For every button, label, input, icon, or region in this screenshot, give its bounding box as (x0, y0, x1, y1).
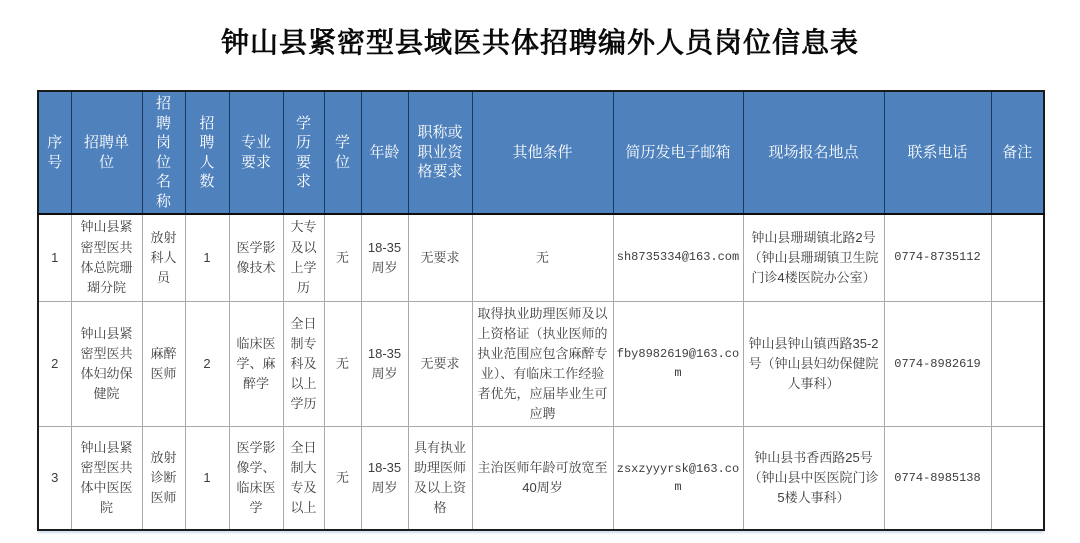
col-header-education: 学历要求 (283, 91, 324, 214)
cell-count: 2 (185, 301, 229, 427)
cell-unit: 钟山县紧密型医共体总院珊瑚分院 (71, 214, 142, 301)
cell-remark (991, 427, 1044, 530)
cell-other: 取得执业助理医师及以上资格证（执业医师的执业范围应包含麻醉专业）、有临床工作经验者优先，应届毕业生可应聘 (472, 301, 613, 427)
table-body (38, 214, 1044, 530)
table-row (38, 214, 1044, 301)
cell-phone: 0774-8982619 (884, 301, 991, 427)
col-header-post: 招聘岗位名称 (142, 91, 185, 214)
cell-major: 医学影像学、临床医学 (229, 427, 283, 530)
col-header-index: 序号 (38, 91, 71, 214)
table-header (38, 91, 1044, 214)
cell-post: 放射科人员 (142, 214, 185, 301)
cell-degree: 无 (324, 427, 361, 530)
cell-email: sh8735334@163.com (613, 214, 743, 301)
cell-age: 18-35周岁 (361, 214, 408, 301)
cell-post: 放射诊断医师 (142, 427, 185, 530)
cell-other: 主治医师年龄可放宽至40周岁 (472, 427, 613, 530)
col-header-email: 简历发电子邮箱 (613, 91, 743, 214)
cell-education: 全日制专科及以上学历 (283, 301, 324, 427)
cell-age: 18-35周岁 (361, 301, 408, 427)
cell-phone: 0774-8735112 (884, 214, 991, 301)
col-header-other: 其他条件 (472, 91, 613, 214)
cell-education: 全日制大专及以上 (283, 427, 324, 530)
cell-unit: 钟山县紧密型医共体中医医院 (71, 427, 142, 530)
cell-index: 3 (38, 427, 71, 530)
col-header-address: 现场报名地点 (743, 91, 884, 214)
cell-unit: 钟山县紧密型医共体妇幼保健院 (71, 301, 142, 427)
cell-email: zsxzyyyrsk@163.com (613, 427, 743, 530)
cell-degree: 无 (324, 301, 361, 427)
table-row (38, 427, 1044, 530)
cell-qualification: 无要求 (408, 214, 472, 301)
cell-index: 2 (38, 301, 71, 427)
cell-index: 1 (38, 214, 71, 301)
col-header-qualification: 职称或职业资格要求 (408, 91, 472, 214)
col-header-degree: 学位 (324, 91, 361, 214)
cell-address: 钟山县钟山镇西路35-2号（钟山县妇幼保健院人事科） (743, 301, 884, 427)
col-header-major: 专业要求 (229, 91, 283, 214)
page-title: 钟山县紧密型县域医共体招聘编外人员岗位信息表 (220, 28, 859, 59)
recruitment-table (37, 90, 1045, 531)
cell-qualification: 具有执业助理医师及以上资格 (408, 427, 472, 530)
cell-education: 大专及以上学历 (283, 214, 324, 301)
col-header-count: 招聘人数 (185, 91, 229, 214)
cell-qualification: 无要求 (408, 301, 472, 427)
cell-email: fby8982619@163.com (613, 301, 743, 427)
header-row (38, 91, 1044, 214)
col-header-remark: 备注 (991, 91, 1044, 214)
cell-count: 1 (185, 214, 229, 301)
cell-address: 钟山县书香西路25号（钟山县中医医院门诊5楼人事科） (743, 427, 884, 530)
cell-count: 1 (185, 427, 229, 530)
cell-age: 18-35周岁 (361, 427, 408, 530)
cell-major: 医学影像技术 (229, 214, 283, 301)
col-header-age: 年龄 (361, 91, 408, 214)
cell-remark (991, 301, 1044, 427)
col-header-phone: 联系电话 (884, 91, 991, 214)
table-row (38, 301, 1044, 427)
cell-post: 麻醉医师 (142, 301, 185, 427)
cell-phone: 0774-8985138 (884, 427, 991, 530)
cell-degree: 无 (324, 214, 361, 301)
cell-other: 无 (472, 214, 613, 301)
cell-remark (991, 214, 1044, 301)
cell-major: 临床医学、麻醉学 (229, 301, 283, 427)
cell-address: 钟山县珊瑚镇北路2号（钟山县珊瑚镇卫生院门诊4楼医院办公室） (743, 214, 884, 301)
col-header-unit: 招聘单位 (71, 91, 142, 214)
